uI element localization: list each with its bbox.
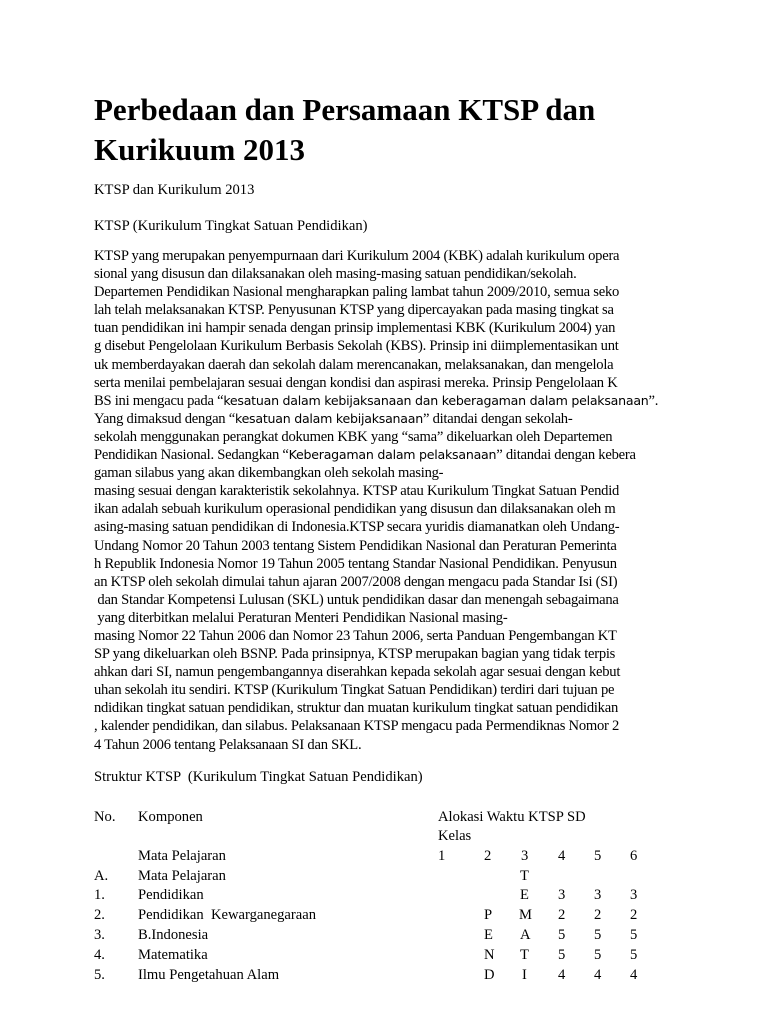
body-line-text: Yang dimaksud dengan “ xyxy=(94,410,235,427)
quoted-phrase: kesatuan dalam kebijaksanaan dan keberagaman dalam pelaksanaan xyxy=(223,392,649,408)
table-row-no: 5. xyxy=(94,967,105,983)
table-cell: D xyxy=(484,967,495,983)
structure-heading: Struktur KTSP (Kurikulum Tingkat Satuan Pendidikan) xyxy=(94,769,423,785)
body-line: dan Standar Kompetensi Lulusan (SKL) untuk pendidikan dasar dan menengah sebagaimana xyxy=(94,591,619,608)
table-row-komponen: B.Indonesia xyxy=(138,927,209,943)
table-cell: 5 xyxy=(558,947,566,963)
body-line: sional yang disusun dan dilaksanakan oleh masing-masing satuan pendidikan/sekolah. xyxy=(94,266,577,283)
table-header-no: No. xyxy=(94,809,116,825)
table-cell: 2 xyxy=(630,907,638,923)
body-line-text: ” ditandai dengan kebera xyxy=(496,447,636,464)
class-number: 2 xyxy=(484,848,492,864)
table-cell: N xyxy=(484,947,495,963)
body-line: yang diterbitkan melalui Peraturan Menteri Pendidikan Nasional masing- xyxy=(94,609,508,626)
table-cell: 4 xyxy=(630,967,638,983)
table-cell: P xyxy=(484,907,493,923)
body-line: ahkan dari SI, namun pengembangannya diserahkan kepada sekolah agar sesuai dengan kebut xyxy=(94,664,621,681)
body-line: 4 Tahun 2006 tentang Pelaksanaan SI dan SKL. xyxy=(94,736,362,753)
table-row-no: 4. xyxy=(94,947,105,963)
body-line: KTSP yang merupakan penyempurnaan dari Kurikulum 2004 (KBK) adalah kurikulum opera xyxy=(94,248,620,264)
body-line: sekolah menggunakan perangkat dokumen KBK yang “sama” dikeluarkan oleh Departemen xyxy=(94,428,613,445)
quoted-phrase: kesatuan dalam kebijaksanaan xyxy=(234,410,423,426)
body-line: gaman silabus yang akan dikembangkan oleh sekolah masing- xyxy=(94,465,444,482)
subtitle: KTSP dan Kurikulum 2013 xyxy=(94,182,255,198)
table-row-komponen: Ilmu Pengetahuan Alam xyxy=(138,967,280,983)
body-line: Departemen Pendidikan Nasional mengharapkan paling lambat tahun 2009/2010, semua seko xyxy=(94,284,620,301)
class-number: 5 xyxy=(594,848,602,864)
class-number: 3 xyxy=(521,848,529,864)
document-title: Perbedaan dan Persamaan KTSP dan Kurikuum 2013 xyxy=(94,92,596,167)
body-line: asing-masing satuan pendidikan di Indonesia.KTSP secara yuridis diamanatkan oleh Undang- xyxy=(94,519,620,536)
quoted-phrase: Keberagaman dalam pelaksanaan xyxy=(288,447,497,463)
body-line-text: ” ditandai dengan sekolah- xyxy=(422,410,573,427)
body-line-text: ”. xyxy=(648,392,659,409)
table-row-komponen: Pendidikan xyxy=(138,887,204,903)
table-row-no: 1. xyxy=(94,887,105,903)
table-header-alokasi: Alokasi Waktu KTSP SD xyxy=(438,809,586,825)
table-cell: 4 xyxy=(594,967,602,983)
body-line: SP yang dikeluarkan oleh BSNP. Pada prinsipnya, KTSP merupakan bagian yang tidak terpis xyxy=(94,646,616,663)
table-cell: T xyxy=(520,947,529,963)
body-line: uk memberdayakan daerah dan sekolah dalam merencanakan, melaksanakan, dan mengelola xyxy=(94,356,614,373)
table-cell: 3 xyxy=(594,887,602,903)
table-cell: 5 xyxy=(630,947,638,963)
table-row-komponen: Mata Pelajaran xyxy=(138,868,226,884)
table-cell: 2 xyxy=(594,907,602,923)
body-line: an KTSP oleh sekolah dimulai tahun ajaran 2007/2008 dengan mengacu pada Standar Isi (SI) xyxy=(94,573,618,590)
table-row-komponen: Matematika xyxy=(138,947,208,963)
table-cell: 5 xyxy=(630,927,638,943)
body-line: masing Nomor 22 Tahun 2006 dan Nomor 23 Tahun 2006, serta Panduan Pengembangan KT xyxy=(94,627,617,644)
section-heading: KTSP (Kurikulum Tingkat Satuan Pendidikan) xyxy=(94,218,368,234)
body-line: ikan adalah sebuah kurikulum operasional pendidikan yang disusun dan dilaksanakan oleh m xyxy=(94,501,616,518)
body-line-text: BS ini mengacu pada “ xyxy=(94,392,224,409)
table-row-no: 2. xyxy=(94,907,105,923)
table-cell: I xyxy=(522,967,527,983)
body-line: masing sesuai dengan karakteristik sekolahnya. KTSP atau Kurikulum Tingkat Satuan Pendid xyxy=(94,483,620,500)
table-row-komponen: Pendidikan Kewarganegaraan xyxy=(138,907,317,923)
table-header-komponen: Komponen xyxy=(138,809,203,825)
class-number: 6 xyxy=(630,848,638,864)
table-row-no: A. xyxy=(94,868,109,884)
table-cell: 5 xyxy=(558,927,566,943)
table-cell: 5 xyxy=(594,927,602,943)
table-cell: E xyxy=(484,927,493,943)
body-line: lah telah melaksanakan KTSP. Penyusunan KTSP yang dipercayakan pada masing tingkat sa xyxy=(94,302,614,319)
body-line: serta menilai pembelajaran sesuai dengan kondisi dan aspirasi mereka. Prinsip Pengelolaan K xyxy=(94,374,618,391)
class-number: 4 xyxy=(558,848,566,864)
table-cell: T xyxy=(520,868,529,884)
table-cell: 4 xyxy=(558,967,566,983)
body-line: ndidikan tingkat satuan pendidikan, struktur dan muatan kurikulum tingkat satuan pendidikan xyxy=(94,700,619,717)
body-line: Undang Nomor 20 Tahun 2003 tentang Sistem Pendidikan Nasional dan Peraturan Pemerinta xyxy=(94,537,617,554)
table-header-kelas: Kelas xyxy=(438,828,472,844)
table-cell: A xyxy=(520,927,531,943)
table-cell: 5 xyxy=(594,947,602,963)
table-class-label: Mata Pelajaran xyxy=(138,848,226,864)
table-cell: M xyxy=(519,907,532,923)
table-row-no: 3. xyxy=(94,927,105,943)
body-line: h Republik Indonesia Nomor 19 Tahun 2005 tentang Standar Nasional Pendidikan. Penyusun xyxy=(94,555,617,572)
table-cell: E xyxy=(520,887,529,903)
body-line: uhan sekolah itu sendiri. KTSP (Kurikulum Tingkat Satuan Pendidikan) terdiri dari tujuan pe xyxy=(94,682,615,699)
class-number: 1 xyxy=(438,848,446,864)
body-line: , kalender pendidikan, dan silabus. Pelaksanaan KTSP mengacu pada Permendiknas Nomor 2 xyxy=(94,718,620,735)
table-cell: 3 xyxy=(630,887,638,903)
body-line-text: Pendidikan Nasional. Sedangkan “ xyxy=(94,447,289,464)
body-line: g disebut Pengelolaan Kurikulum Berbasis Sekolah (KBS). Prinsip ini diimplementasikan unt xyxy=(94,338,619,355)
table-cell: 3 xyxy=(558,887,566,903)
body-line: tuan pendidikan ini hampir senada dengan prinsip implementasi KBK (Kurikulum 2004) yan xyxy=(94,320,616,337)
table-cell: 2 xyxy=(558,907,566,923)
